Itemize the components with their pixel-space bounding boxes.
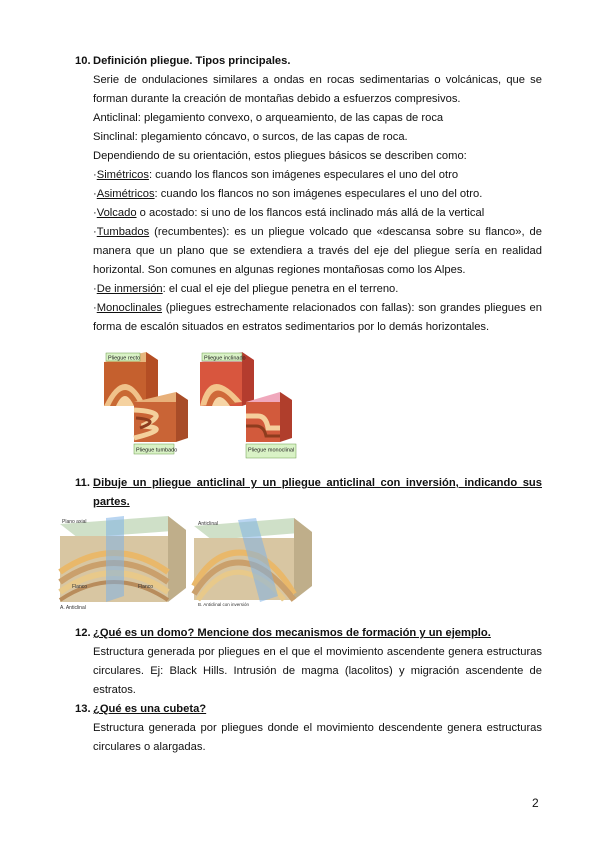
page-number: 2	[532, 796, 539, 810]
orientation-line: Dependiendo de su orientación, estos pliegues básicos se describen como:	[93, 150, 467, 162]
anticlinal-line: Anticlinal: plegamiento convexo, o arqueamiento, de las capas de roca	[93, 112, 444, 124]
type-monoclinales: ·Monoclinales (pliegues estrechamente relacionados con fallas): son grandes pliegues en forma de escalón situados en estratos sedimentarios por lo demás horizontales.	[93, 302, 542, 333]
type-asimetricos: ·Asimétricos: cuando los flancos no son imágenes especulares el uno del otro.	[93, 188, 483, 200]
svg-text:Flanco: Flanco	[138, 584, 154, 590]
figure-anticlinal	[60, 516, 186, 611]
label-monoclinal	[246, 444, 296, 458]
definition: : cuando los flancos son imágenes especulares el uno del otro	[148, 169, 459, 181]
section-13-heading	[75, 700, 542, 719]
type-tumbados: ·Tumbados (recumbentes): es un pliegue volcado que «descansa sobre su flanco», de manera que un plano que se extendiera a través del eje del pliegue sería en realidad horizontal. Son comunes en algunas regiones montañosas como los Alpes.	[93, 226, 542, 276]
definition: o acostado: si uno de los flancos está inclinado más allá de la vertical	[136, 207, 485, 219]
label-inclinado	[202, 353, 246, 362]
section-number: 13.	[75, 703, 91, 715]
definition: (pliegues estrechamente relacionados con fallas): son grandes pliegues en forma de escalón situados en estratos sedimentarios por lo demás horizontales.	[93, 302, 542, 333]
sinclinal-line: Sinclinal: plegamiento cóncavo, o surcos, de las capas de roca.	[93, 131, 408, 143]
section-11	[75, 474, 542, 512]
definition-paragraph: Serie de ondulaciones similares a ondas en rocas sedimentarias o volcánicas, que se forman durante la creación de montañas debido a esfuerzos compresivos.	[93, 74, 542, 105]
section-10-body	[75, 71, 542, 337]
svg-text:A. Anticlinal: A. Anticlinal	[60, 605, 86, 611]
section-12	[75, 624, 542, 700]
svg-text:Anticlinal: Anticlinal	[198, 521, 219, 527]
definition: : cuando los flancos no son imágenes especulares el uno del otro.	[154, 188, 483, 200]
term: Tumbados	[96, 226, 150, 238]
section-number: 10.	[75, 55, 91, 67]
svg-text:Flanco: Flanco	[72, 584, 88, 590]
svg-text:Pliegue tumbado: Pliegue tumbado	[136, 447, 178, 454]
term: Monoclinales	[96, 302, 163, 314]
section-13	[75, 700, 542, 757]
section-title: Dibuje un pliegue anticlinal y un pliegue anticlinal con inversión, indicando sus partes.	[93, 477, 542, 508]
fold-types-figure	[96, 348, 300, 462]
anticline-figures	[58, 516, 314, 612]
label-tumbado	[134, 444, 177, 454]
svg-text:Pliegue recto: Pliegue recto	[108, 355, 141, 362]
section-number: 11.	[75, 477, 90, 489]
label-recto	[106, 353, 140, 362]
figure-anticlinal-inversion	[194, 518, 312, 607]
section-12-heading	[75, 624, 542, 643]
term: Asimétricos	[96, 188, 155, 200]
section-title: ¿Qué es un domo? Mencione dos mecanismos de formación y un ejemplo.	[93, 627, 491, 639]
section-number: 12.	[75, 627, 91, 639]
definition: : el cual el eje del pliegue penetra en el terreno.	[162, 283, 399, 295]
section-title: ¿Qué es una cubeta?	[93, 703, 207, 715]
svg-text:Plano axial: Plano axial	[62, 519, 87, 525]
type-volcado: ·Volcado o acostado: si uno de los flancos está inclinado más allá de la vertical	[93, 207, 485, 219]
section-10-heading	[75, 52, 542, 71]
type-simetricos: ·Simétricos: cuando los flancos son imágenes especulares el uno del otro	[93, 169, 459, 181]
svg-text:Pliegue inclinado: Pliegue inclinado	[204, 355, 246, 362]
definition: (recumbentes): es un pliegue volcado que «descansa sobre su flanco», de manera que un plano que se extendiera a través del eje del pliegue sería en realidad horizontal. Son comunes en algunas regiones montañosas como los Alpes.	[93, 226, 542, 276]
section-12-answer: Estructura generada por pliegues en el que el movimiento ascendente genera estructuras circulares. Ej: Black Hills. Intrusión de magma (lacolitos) y migración ascendente de estratos.	[93, 646, 542, 696]
svg-text:Pliegue monoclinal: Pliegue monoclinal	[248, 447, 295, 454]
section-10	[75, 52, 542, 337]
type-inmersion: ·De inmersión: el cual el eje del pliegue penetra en el terreno.	[93, 283, 399, 295]
svg-text:B. Anticlinal con inversión: B. Anticlinal con inversión	[198, 602, 250, 607]
term: De inmersión	[96, 283, 163, 295]
section-title: Definición pliegue. Tipos principales.	[93, 55, 291, 67]
term: Simétricos	[96, 169, 149, 181]
section-11-heading	[75, 474, 542, 512]
section-13-answer: Estructura generada por pliegues donde el movimiento descendente genera estructuras circulares o alargadas.	[93, 722, 542, 753]
term: Volcado	[96, 207, 137, 219]
